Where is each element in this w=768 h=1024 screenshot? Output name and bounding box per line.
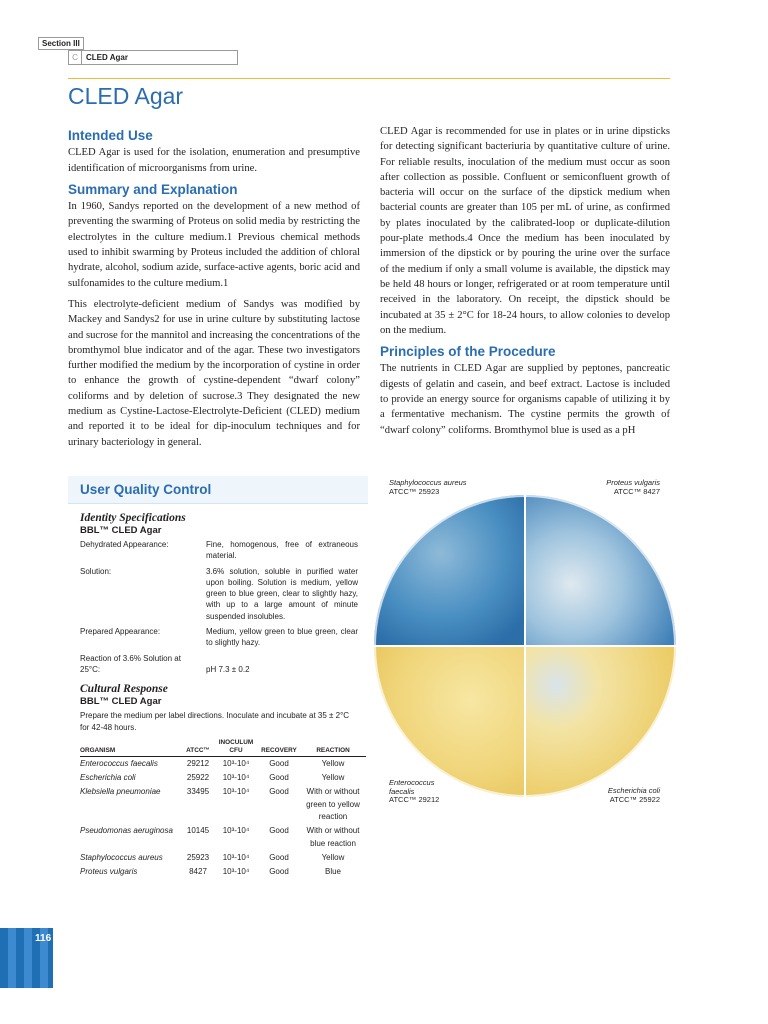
cell-org: Escherichia coli: [80, 773, 136, 783]
plate-atcc: ATCC™ 8427: [613, 486, 660, 496]
col-organism: ORGANISM: [80, 739, 182, 757]
page-number: 116: [35, 933, 52, 944]
running-header: [68, 50, 238, 65]
cultural-heading: Cultural Response: [80, 683, 168, 696]
cell-cfu: 10³-10⁴: [222, 867, 250, 877]
table-row: [80, 865, 366, 879]
identity-medium: BBL™ CLED Agar: [80, 525, 162, 536]
cell-org: Enterococcus faecalis: [80, 758, 158, 768]
spec-value: Medium, yellow green to blue green, clear to slightly hazy.: [206, 627, 358, 648]
table-row: [80, 771, 366, 785]
header-rule: [68, 78, 670, 79]
cell-rec: Good: [269, 787, 289, 797]
spec-key: Prepared Appearance:: [80, 627, 161, 637]
plate-quadrant-enterococcus: [372, 647, 524, 799]
col-atcc: ATCC™: [182, 739, 216, 757]
qc-title: User Quality Control: [68, 476, 368, 504]
spec-value: pH 7.3 ± 0.2: [206, 664, 250, 674]
cell-org: Pseudomonas aeruginosa: [80, 826, 173, 836]
cultural-response-table: [80, 739, 366, 880]
plate-organism: Escherichia coli: [607, 786, 660, 795]
summary-paragraph-3: CLED Agar is recommended for use in plates or in urine dipsticks for detecting significant bacteriuria by quantitative culture of urine. For reliable results, inoculation of the medium must occur as soon after collection as possible. Confluent or semiconfluent growth of bacteria will occur on the surface of the dipstick medium when bacterial counts are greater than 105 per mL of urine, as confirmed by plates inoculated by the calibrated-loop or duplicate-dilution pour-plate methods.4 Once the medium has been inoculated by immersion of the dipstick or by pouring the urine over the surface of the medium if only a small volume is available, the dipstick may be held 48 hours or longer, refrigerated or at room temperature until received in the laboratory. On receipt, the dipstick should be incubated at 35 ± 2°C for 18-24 hours, to allow colonies to develop on the medium.: [380, 126, 670, 336]
plate-quadrant-escherichia: [526, 647, 678, 799]
spec-value: Fine, homogenous, free of extraneous material.: [206, 540, 358, 561]
cell-atcc: 8427: [189, 867, 207, 877]
header-product-name: CLED Agar: [86, 53, 128, 62]
plate-organism: Enterococcus faecalis: [389, 778, 435, 796]
cell-atcc: 33495: [186, 787, 210, 797]
cell-react: Yellow: [321, 852, 345, 862]
cell-org: Staphylococcus aureus: [80, 852, 163, 862]
plate-organism: Staphylococcus aureus: [389, 478, 467, 487]
cell-rec: Good: [269, 852, 289, 862]
cell-cfu: 10³-10⁴: [222, 758, 250, 768]
plate-atcc: ATCC™ 25922: [609, 794, 660, 804]
summary-heading: Summary and Explanation: [68, 181, 238, 197]
prep-instructions: Prepare the medium per label directions. Inoculate and incubate at 35 ± 2°C for 42-48 hours.: [80, 711, 350, 732]
spec-row: [80, 539, 368, 562]
cell-rec: Good: [269, 826, 289, 836]
plate-quadrant-proteus: [526, 493, 678, 645]
cell-rec: Good: [269, 773, 289, 783]
cell-cfu: 10³-10⁴: [222, 787, 250, 797]
principles-heading: Principles of the Procedure: [380, 344, 556, 360]
table-header-row: [80, 739, 366, 757]
page-number-tab: [0, 928, 53, 988]
cell-cfu: 10³-10⁴: [222, 773, 250, 783]
section-letter: C: [69, 51, 82, 64]
identity-heading: Identity Specifications: [80, 512, 186, 524]
cell-atcc: 29212: [186, 758, 210, 768]
cell-org: Proteus vulgaris: [80, 867, 138, 877]
cell-rec: Good: [269, 758, 289, 768]
intended-use-heading: Intended Use: [68, 128, 153, 143]
cell-atcc: 25922: [186, 773, 210, 783]
col-recovery: RECOVERY: [258, 739, 302, 757]
plate-atcc: ATCC™ 25923: [389, 486, 440, 496]
agar-plate-photo: [372, 493, 678, 799]
cell-react: Yellow: [321, 758, 345, 768]
page-title: CLED Agar: [68, 83, 184, 109]
spec-value: 3.6% solution, soluble in purified water upon boiling. Solution is medium, yellow green to blue green, clear to slightly hazy, with up to a large amount of minute suspended insolubles.: [206, 566, 358, 621]
cell-react: Yellow: [321, 773, 345, 783]
left-column: [68, 124, 360, 456]
spec-row: [80, 626, 368, 649]
spec-key: Dehydrated Appearance:: [80, 540, 169, 549]
plate-atcc: ATCC™ 29212: [389, 795, 440, 804]
table-row: [80, 851, 366, 865]
col-inoculum: INOCULUM CFU: [216, 739, 258, 757]
plate-label-top-left: [389, 479, 467, 496]
plate-quadrant-staphylococcus: [372, 493, 524, 645]
spec-row: [80, 566, 368, 622]
table-row: [80, 785, 366, 824]
plate-label-bottom-right: [560, 787, 660, 804]
summary-paragraph-1: In 1960, Sandys reported on the development of a new method of preventing the swarming of Proteus on solid media by restricting the electrolytes in the culture medium.1 Previous chemical methods used to inhibit swarming by Proteus included the addition of chloral hydrate, alcohol, sodium azide, surface-active agents, boric acid and sulfonamides to the culture medium.1: [68, 201, 360, 289]
summary-paragraph-2: This electrolyte-deficient medium of Sandys was modified by Mackey and Sandys2 for use in urine culture by substituting lactose and sucrose for the mannitol and increasing the concentrations of the bromthymol blue indicator and of the agar. These two investigators further modified the medium by the incorporation of cystine in order to enhance the growth of cystine-dependent “dwarf colony” coliforms and by deletion of sucrose.3 They designated the new medium as Cystine-Lactose-Electrolyte-Deficient (CLED) medium and reported it to be ideal for dip-inoculum techniques and for urinary bacteriology in general.: [68, 298, 360, 448]
section-label: Section III: [38, 37, 84, 50]
cell-rec: Good: [269, 867, 289, 877]
col-reaction: REACTION: [302, 739, 366, 757]
principles-text: The nutrients in CLED Agar are supplied by peptones, pancreatic digests of gelatin and casein, and beef extract. Lactose is included to provide an energy source for organisms capable of utilizing it by a fermentative mechanism. The cystine permits the growth of “dwarf colony” coliforms. Bromthymol blue is used as a pH: [380, 363, 670, 436]
cell-react: With or without green to yellow reaction: [306, 787, 360, 822]
plate-label-bottom-left: [389, 779, 449, 805]
cell-cfu: 10³-10⁴: [222, 852, 250, 862]
spec-key: Reaction of 3.6% Solution at 25°C:: [80, 653, 181, 674]
intended-use-text: CLED Agar is used for the isolation, enumeration and presumptive identification of microorganisms from urine.: [68, 147, 360, 174]
cell-cfu: 10³-10⁴: [222, 826, 250, 836]
cell-react: With or without blue reaction: [306, 826, 360, 848]
right-column: [380, 124, 670, 444]
cell-atcc: 25923: [186, 852, 210, 862]
cell-org: Klebsiella pneumoniae: [80, 787, 161, 797]
cell-react: Blue: [324, 867, 341, 877]
quality-control-panel: [68, 476, 368, 886]
spec-key: Solution:: [80, 566, 112, 576]
table-row: [80, 756, 366, 771]
cell-atcc: 10145: [186, 826, 210, 836]
cultural-medium: BBL™ CLED Agar: [80, 696, 162, 708]
plate-label-top-right: [560, 479, 660, 496]
spec-row: [80, 653, 368, 676]
plate-organism: Proteus vulgaris: [606, 478, 660, 487]
table-row: [80, 824, 366, 851]
